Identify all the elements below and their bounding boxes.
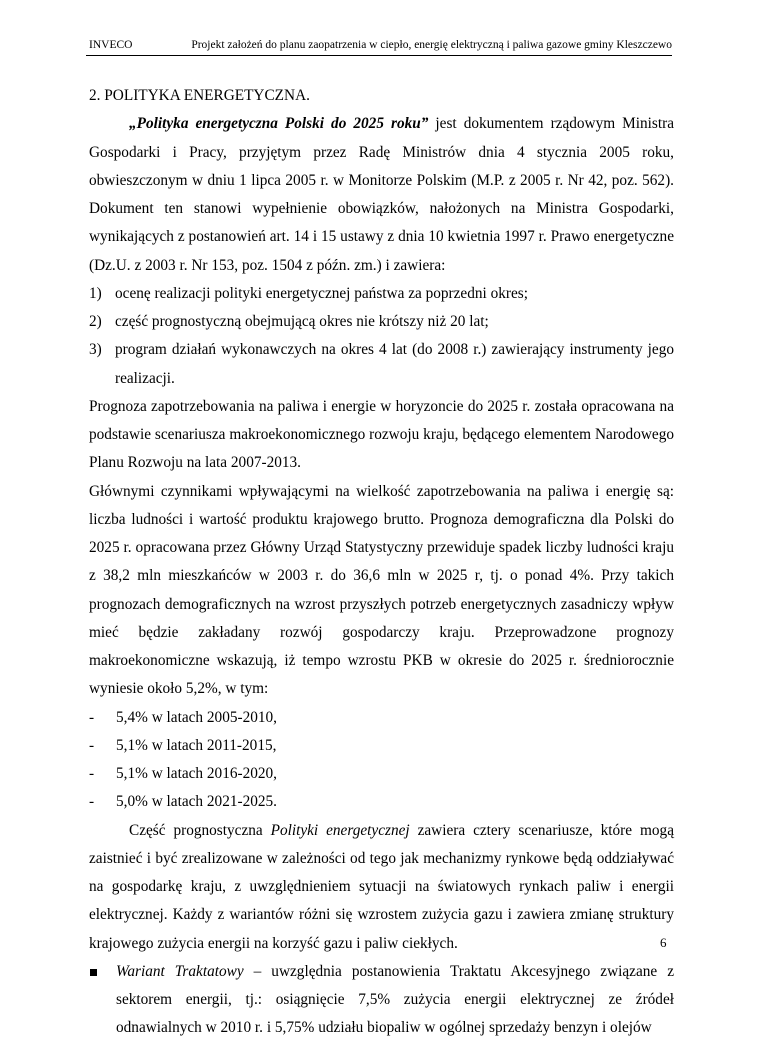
dash-marker: - bbox=[89, 736, 95, 754]
numbered-list bbox=[89, 280, 674, 393]
growth-rate-text: 5,0% w latach 2021-2025. bbox=[116, 793, 278, 811]
dash-marker: - bbox=[89, 708, 95, 726]
intro-text: jest dokumentem rządowym Ministra Gospodarki i Pracy, przyjętym przez Radę Ministrów dnia 4 stycznia 2005 roku, obwieszczonym w dniu 1 lipca 2005 r. w Monitorze Polskim (M.P. z 2005 r. Nr 42, poz. 562). Dokument ten stanowi wypełnienie obowiązków, nałożonych na Ministra Gospodarki, wynikających z postanowień art. 14 i 15 ustawy z dnia 10 kwietnia 1997 r. Prawo energetyczne (Dz.U. z 2003 r. Nr 153, poz. 1504 z późn. zm.) i zawiera: bbox=[89, 115, 675, 274]
growth-rate-item bbox=[89, 760, 674, 788]
header-company: INVECO bbox=[89, 39, 133, 51]
dash-marker: - bbox=[89, 793, 95, 811]
item-number: 2) bbox=[89, 313, 102, 330]
header-divider bbox=[86, 55, 672, 56]
item-text: ocenę realizacji polityki energetycznej państwa za poprzedni okres; bbox=[115, 284, 528, 302]
scenarios-text-before: Część prognostyczna bbox=[129, 821, 271, 839]
growth-rate-text: 5,4% w latach 2005-2010, bbox=[116, 708, 278, 726]
growth-rate-text: 5,1% w latach 2011-2015, bbox=[116, 736, 277, 754]
policy-title: „Polityka energetyczna Polski do 2025 roku” bbox=[129, 115, 429, 133]
section-heading: 2. POLITYKA ENERGETYCZNA. bbox=[89, 87, 310, 104]
forecast-paragraph: Prognoza zapotrzebowania na paliwa i energie w horyzoncie do 2025 r. została opracowana na podstawie scenariusza makroekonomicznego rozwoju kraju, będącego elementem Narodowego Planu Rozwoju na lata 2007-2013. bbox=[89, 397, 674, 472]
dash-marker: - bbox=[89, 765, 95, 782]
scenario-description: – uwzględnia postanowienia Traktatu Akcesyjnego związane z sektorem energii, tj.: osiągnięcie 7,5% zużycia energii elektrycznej ze źródeł odnawialnych w 2010 r. i 5,75% udziału biopaliw w ogólnej sprzedaży benzyn i olejów bbox=[116, 962, 674, 1037]
factors-paragraph: Głównymi czynnikami wpływającymi na wielkość zapotrzebowania na paliwa i energię są: liczba ludności i wartość produktu krajowego brutto. Prognoza demograficzna dla Polski do 2025 r. opracowana przez Główny Urząd Statystyczny przewiduje spadek liczby ludności kraju z 38,2 mln mieszkańców w 2003 r. do 36,6 mln w 2025 r, tj. o ponad 4%. Przy takich prognozach demograficznych na wzrost przyszłych potrzeb energetycznych zasadniczy wpływ mieć będzie zakładany rozwój gospodarczy kraju. Przeprowadzone prognozy makroekonomiczne wskazują, iż tempo wzrostu PKB w okresie do 2025 r. średniorocznie wyniesie około 5,2%, w tym: bbox=[89, 482, 674, 698]
growth-rate-item bbox=[89, 704, 674, 732]
growth-rate-item bbox=[89, 788, 674, 816]
numbered-list-item bbox=[89, 308, 674, 336]
numbered-list-item bbox=[89, 280, 674, 308]
growth-rate-list bbox=[89, 704, 674, 817]
item-number: 1) bbox=[89, 284, 102, 302]
item-text: program działań wykonawczych na okres 4 lat (do 2008 r.) zawierający instrumenty jego realizacji. bbox=[115, 341, 674, 387]
intro-paragraph bbox=[89, 110, 674, 280]
growth-rate-text: 5,1% w latach 2016-2020, bbox=[116, 765, 278, 782]
page-number: 6 bbox=[660, 935, 667, 950]
policy-name-italic: Polityki energetycznej bbox=[270, 821, 410, 839]
header-title: Projekt założeń do planu zaopatrzenia w ciepło, energię elektryczną i paliwa gazowe gminy Kleszczewo bbox=[191, 39, 672, 51]
item-text: część prognostyczną obejmującą okres nie krótszy niż 20 lat; bbox=[115, 313, 489, 330]
growth-rate-item bbox=[89, 732, 674, 760]
scenarios-paragraph bbox=[89, 817, 674, 958]
page-body bbox=[89, 82, 674, 1043]
scenario-name: Wariant Traktatowy bbox=[116, 962, 244, 980]
scenario-bullet-item bbox=[89, 958, 674, 1043]
scenarios-text-after: zawiera cztery scenariusze, które mogą zaistnieć i być zrealizowane w zależności od tego jak mechanizmy rynkowe będą oddziaływać na gospodarkę kraju, z uwzględnieniem sytuacji na światowych rynkach paliw i energii elektrycznej. Każdy z wariantów różni się wzrostem zużycia gazu i zawiera zmianę struktury krajowego zużycia energii na korzyść gazu i paliw ciekłych. bbox=[89, 821, 674, 952]
numbered-list-item bbox=[89, 336, 674, 393]
square-bullet-icon bbox=[90, 969, 97, 976]
item-number: 3) bbox=[89, 341, 102, 359]
